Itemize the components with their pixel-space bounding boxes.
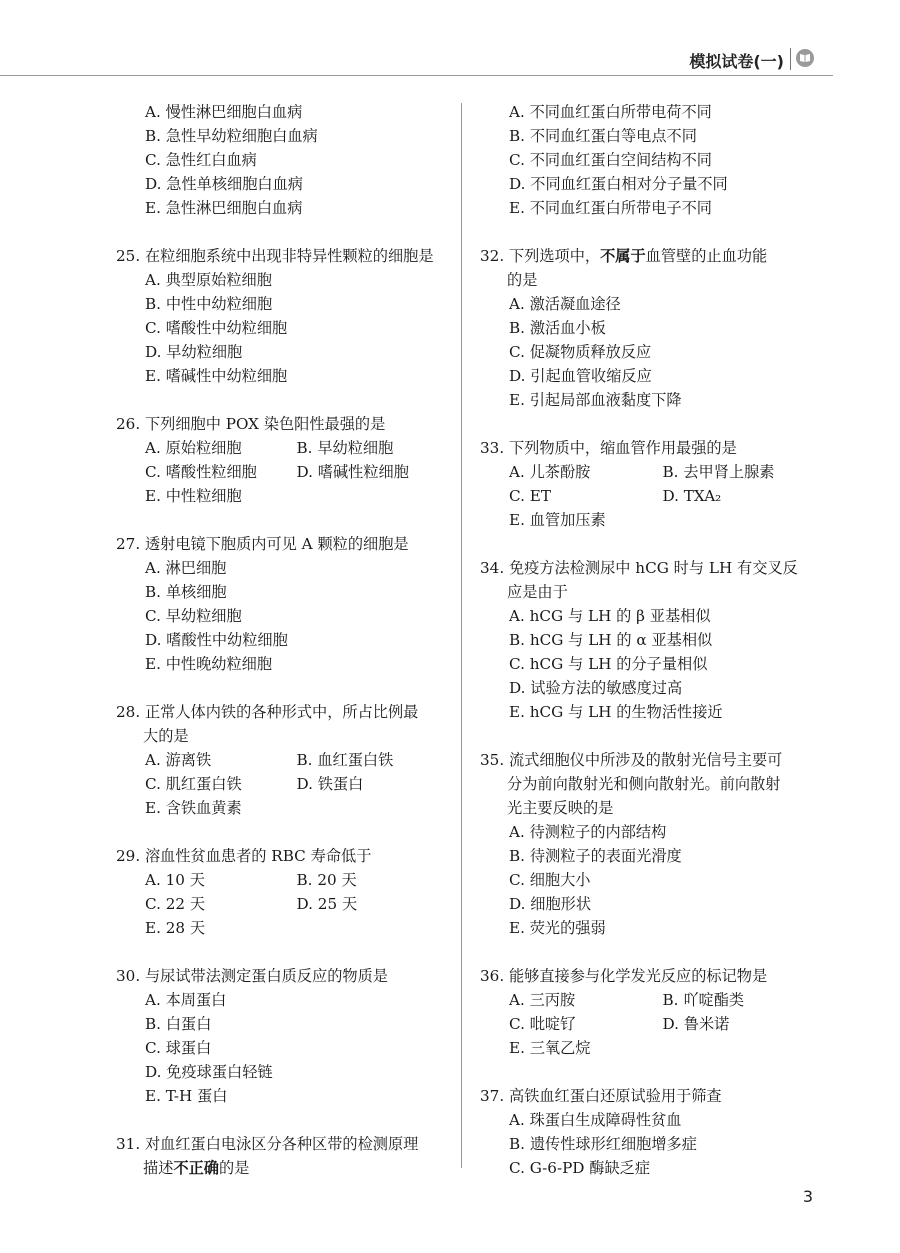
option: B. 不同血红蛋白等电点不同: [509, 127, 697, 145]
left-column: [116, 100, 448, 1180]
option: E. 荧光的强弱: [509, 919, 606, 937]
question-stem: [480, 244, 816, 268]
option: D. TXA₂: [662, 487, 722, 505]
question-stem: 26. 下列细胞中 POX 染色阳性最强的是: [116, 415, 386, 433]
option: D. 引起血管收缩反应: [509, 367, 652, 385]
option: C. 22 天: [145, 895, 206, 913]
option-row: [116, 460, 448, 484]
option: B. hCG 与 LH 的 α 亚基相似: [509, 631, 713, 649]
option: D. 铁蛋白: [296, 775, 364, 793]
option: A. 游离铁: [145, 751, 212, 769]
question-stem-cont: [116, 1156, 448, 1180]
option-row: [116, 868, 448, 892]
option: D. 早幼粒细胞: [145, 343, 243, 361]
question-stem: 29. 溶血性贫血患者的 RBC 寿命低于: [116, 847, 372, 865]
stem-text: 血管壁的止血功能: [645, 247, 768, 265]
stem-keyword: 不正确: [173, 1159, 219, 1177]
question-stem-cont: 大的是: [143, 727, 189, 745]
option-row: [480, 1012, 816, 1036]
option: A. 典型原始粒细胞: [145, 271, 272, 289]
option: D. 鲁米诺: [662, 1015, 730, 1033]
question-stem: 25. 在粒细胞系统中出现非特异性颗粒的细胞是: [116, 247, 434, 265]
option: A. 本周蛋白: [145, 991, 227, 1009]
option: A. 慢性淋巴细胞白血病: [145, 103, 303, 121]
option: A. 淋巴细胞: [145, 559, 227, 577]
option: A. 不同血红蛋白所带电荷不同: [509, 103, 712, 121]
stem-text: 描述: [143, 1159, 174, 1177]
option: A. 三丙胺: [509, 991, 576, 1009]
option: C. hCG 与 LH 的分子量相似: [509, 655, 708, 673]
option: C. 不同血红蛋白空间结构不同: [509, 151, 712, 169]
option: C. 急性红白血病: [145, 151, 257, 169]
option: E. hCG 与 LH 的生物活性接近: [509, 703, 723, 721]
column-divider: [461, 103, 462, 1168]
option: D. 试验方法的敏感度过高: [509, 679, 683, 697]
option: B. 血红蛋白铁: [296, 751, 394, 769]
option: B. 激活血小板: [509, 319, 606, 337]
option: C. 嗜酸性粒细胞: [145, 463, 257, 481]
option-row: [116, 436, 448, 460]
option-row: [480, 484, 816, 508]
option: B. 单核细胞: [145, 583, 227, 601]
option: D. 嗜酸性中幼粒细胞: [145, 631, 288, 649]
option: E. 中性晚幼粒细胞: [145, 655, 273, 673]
option: E. 中性粒细胞: [145, 487, 242, 505]
question-stem: 33. 下列物质中，缩血管作用最强的是: [480, 439, 737, 457]
option: D. 细胞形状: [509, 895, 592, 913]
book-icon: [796, 49, 814, 67]
option: A. 激活凝血途径: [509, 295, 621, 313]
option: E. 三氧乙烷: [509, 1039, 591, 1057]
option: D. 免疫球蛋白轻链: [145, 1063, 273, 1081]
option: C. 球蛋白: [145, 1039, 212, 1057]
stem-text: 32. 下列选项中，: [480, 247, 601, 265]
option: C. 细胞大小: [509, 871, 591, 889]
option: C. 吡啶钌: [509, 1015, 576, 1033]
question-stem-cont: 分为前向散射光和侧向散射光。前向散射: [507, 775, 781, 793]
option-row: [116, 892, 448, 916]
option: C. ET: [509, 487, 551, 505]
option-row: [116, 748, 448, 772]
option: B. 中性中幼粒细胞: [145, 295, 273, 313]
question-stem-cont: 的是: [507, 271, 538, 289]
question-stem: 34. 免疫方法检测尿中 hCG 时与 LH 有交叉反: [480, 559, 798, 577]
option: B. 遗传性球形红细胞增多症: [509, 1135, 697, 1153]
page-header: [0, 44, 833, 76]
option: B. 吖啶酯类: [662, 991, 745, 1009]
option: D. 嗜碱性粒细胞: [296, 463, 409, 481]
option: E. 28 天: [145, 919, 206, 937]
option: E. 含铁血黄素: [145, 799, 242, 817]
option: C. G-6-PD 酶缺乏症: [509, 1159, 651, 1177]
option-row: [480, 460, 816, 484]
option: B. 去甲肾上腺素: [662, 463, 775, 481]
right-column: [480, 100, 816, 1180]
question-stem: 31. 对血红蛋白电泳区分各种区带的检测原理: [116, 1135, 419, 1153]
option: B. 白蛋白: [145, 1015, 212, 1033]
option: C. 早幼粒细胞: [145, 607, 242, 625]
question-stem-cont: 光主要反映的是: [507, 799, 614, 817]
option: B. 20 天: [296, 871, 357, 889]
option: A. 原始粒细胞: [145, 439, 242, 457]
option-row: [480, 988, 816, 1012]
question-stem: 30. 与尿试带法测定蛋白质反应的物质是: [116, 967, 388, 985]
option-row: [116, 772, 448, 796]
option: A. 儿茶酚胺: [509, 463, 591, 481]
option: A. 10 天: [145, 871, 205, 889]
option: A. 待测粒子的内部结构: [509, 823, 667, 841]
option: C. 促凝物质释放反应: [509, 343, 652, 361]
option: D. 不同血红蛋白相对分子量不同: [509, 175, 728, 193]
question-stem: 36. 能够直接参与化学发光反应的标记物是: [480, 967, 768, 985]
option: B. 急性早幼粒细胞白血病: [145, 127, 318, 145]
stem-keyword: 不属于: [600, 247, 646, 265]
question-stem: 35. 流式细胞仪中所涉及的散射光信号主要可: [480, 751, 783, 769]
option: E. T-H 蛋白: [145, 1087, 228, 1105]
option: D. 急性单核细胞白血病: [145, 175, 303, 193]
question-stem: 37. 高铁血红蛋白还原试验用于筛查: [480, 1087, 722, 1105]
option: E. 引起局部血液黏度下降: [509, 391, 682, 409]
option: B. 早幼粒细胞: [296, 439, 394, 457]
option: D. 25 天: [296, 895, 358, 913]
option: C. 嗜酸性中幼粒细胞: [145, 319, 288, 337]
option: E. 嗜碱性中幼粒细胞: [145, 367, 288, 385]
option: A. 珠蛋白生成障碍性贫血: [509, 1111, 682, 1129]
question-stem-cont: 应是由于: [507, 583, 568, 601]
option: C. 肌红蛋白铁: [145, 775, 242, 793]
header-title: 模拟试卷(一): [689, 52, 784, 71]
option: B. 待测粒子的表面光滑度: [509, 847, 682, 865]
page-number: 3: [802, 1187, 813, 1206]
question-stem: 27. 透射电镜下胞质内可见 A 颗粒的细胞是: [116, 535, 409, 553]
stem-text: 的是: [218, 1159, 250, 1177]
option: E. 不同血红蛋白所带电子不同: [509, 199, 712, 217]
header-divider: [790, 48, 791, 70]
question-stem: 28. 正常人体内铁的各种形式中，所占比例最: [116, 703, 419, 721]
option: E. 血管加压素: [509, 511, 606, 529]
option: A. hCG 与 LH 的 β 亚基相似: [509, 607, 711, 625]
option: E. 急性淋巴细胞白血病: [145, 199, 303, 217]
